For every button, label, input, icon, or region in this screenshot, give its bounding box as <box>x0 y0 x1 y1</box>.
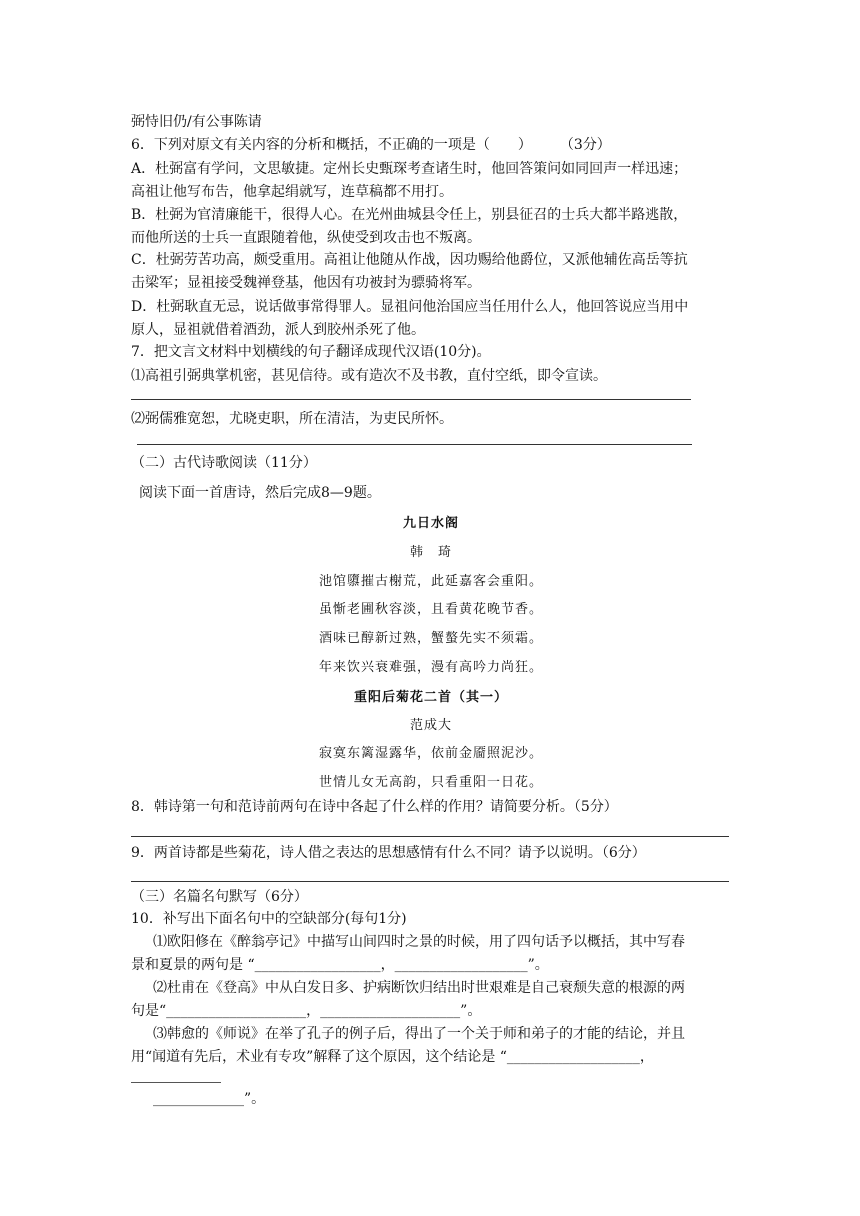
poem2-line: 寂寞东篱湿露华，依前金靥照泥沙。 <box>318 746 543 761</box>
answer-line <box>131 399 691 400</box>
question-10-part2-line1: ⑵杜甫在《登高》中从白发日多、护病断饮归结出时世艰难是自己衰颓失意的根源的两 <box>153 980 685 996</box>
question-10-part2-line2: 句是“____________________，____________________”。 <box>131 1003 482 1019</box>
question-10-part3-line2: 用“闻道有先后，术业有专攻”解释了这个原因，这个结论是 “___________________， <box>131 1049 654 1065</box>
question-7-part1: ⑴高祖引弼典掌机密，甚见信待。或有造次不及书教，直付空纸，即令宣读。 <box>131 368 607 384</box>
text-line: 弼恃旧仍/有公事陈请 <box>131 114 262 130</box>
question-10-part1-line2: 景和夏景的两句是 “__________________，___________________”。 <box>131 957 549 973</box>
poem1-title: 九日水阁 <box>402 516 459 531</box>
question-10-part3-line3: _____________”。 <box>153 1091 266 1107</box>
question-10-part3-line1: ⑶韩愈的《师说》在举了孔子的例子后，得出了一个关于师和弟子的才能的结论，并且 <box>153 1026 685 1042</box>
poem1-line: 池馆隳摧古榭荒，此延嘉客会重阳。 <box>318 574 543 589</box>
section-2-intro: 阅读下面一首唐诗，然后完成8—9题。 <box>139 485 381 501</box>
question-7-part2: ⑵弼儒雅宽恕，尤晓吏职，所在清洁，为吏民所怀。 <box>131 411 453 427</box>
poem1-line: 虽惭老圃秋容淡，且看黄花晚节香。 <box>318 602 543 617</box>
question-6: 6．下列对原文有关内容的分析和概括，不正确的一项是（ ） （3分） <box>131 137 611 153</box>
option-d-line1: D．杜弼耿直无忌，说话做事常得罪人。显祖问他治国应当任用什么人，他回答说应当用中 <box>131 299 689 315</box>
question-9: 9．两首诗都是些菊花，诗人借之表达的思想感情有什么不同？请予以说明。（6分） <box>131 845 646 861</box>
question-10: 10．补写出下面名句中的空缺部分(每句1分) <box>131 911 407 927</box>
section-3-heading: （三）名篇名句默写（6分） <box>131 889 308 905</box>
question-10-part1-line1: ⑴欧阳修在《醉翁亭记》中描写山间四时之景的时候，用了四句话予以概括，其中写春 <box>153 934 685 950</box>
option-d-line2: 原人，显祖就借着酒劲，派人到胶州杀死了他。 <box>131 322 425 338</box>
answer-line <box>131 836 729 837</box>
answer-line <box>131 881 729 882</box>
poem2-title: 重阳后菊花二首（其一） <box>353 690 508 705</box>
poem1-author: 韩 琦 <box>409 545 452 560</box>
option-c-line2: 击梁军；显祖接受魏禅登基，他因有功被封为骠骑将军。 <box>131 275 481 291</box>
poem2-line: 世情儿女无高韵，只看重阳一日花。 <box>318 775 543 790</box>
section-2-heading: （二）古代诗歌阅读（11分） <box>131 455 317 471</box>
option-b-line1: B．杜弼为官清廉能干，很得人心。在光州曲城县令任上，别县征召的士兵大都半路逃散， <box>131 207 688 223</box>
option-b-line2: 而他所送的士兵一直跟随着他，纵使受到攻击也不叛离。 <box>131 230 481 246</box>
poem1-line: 酒味已醇新过熟，蟹螯先实不须霜。 <box>318 631 543 646</box>
question-8: 8．韩诗第一句和范诗前两句在诗中各起了什么样的作用？请简要分析。（5分） <box>131 799 618 815</box>
question-7: 7．把文言文材料中划横线的句子翻译成现代汉语(10分)。 <box>131 344 491 360</box>
poem2-author: 范成大 <box>409 718 452 733</box>
option-a-line1: A．杜弼富有学问，文思敏捷。定州长史甄琛考查诸生时，他回答策问如同回声一样迅速； <box>131 161 688 177</box>
answer-blank <box>131 1082 221 1083</box>
option-a-line2: 高祖让他写布告，他拿起绢就写，连草稿都不用打。 <box>131 184 453 200</box>
option-c-line1: C．杜弼劳苦功高，颇受重用。高祖让他随从作战，因功赐给他爵位，又派他辅佐高岳等抗 <box>131 252 688 268</box>
answer-line <box>137 444 692 445</box>
poem1-line: 年来饮兴衰难强，漫有高吟力尚狂。 <box>318 660 543 675</box>
